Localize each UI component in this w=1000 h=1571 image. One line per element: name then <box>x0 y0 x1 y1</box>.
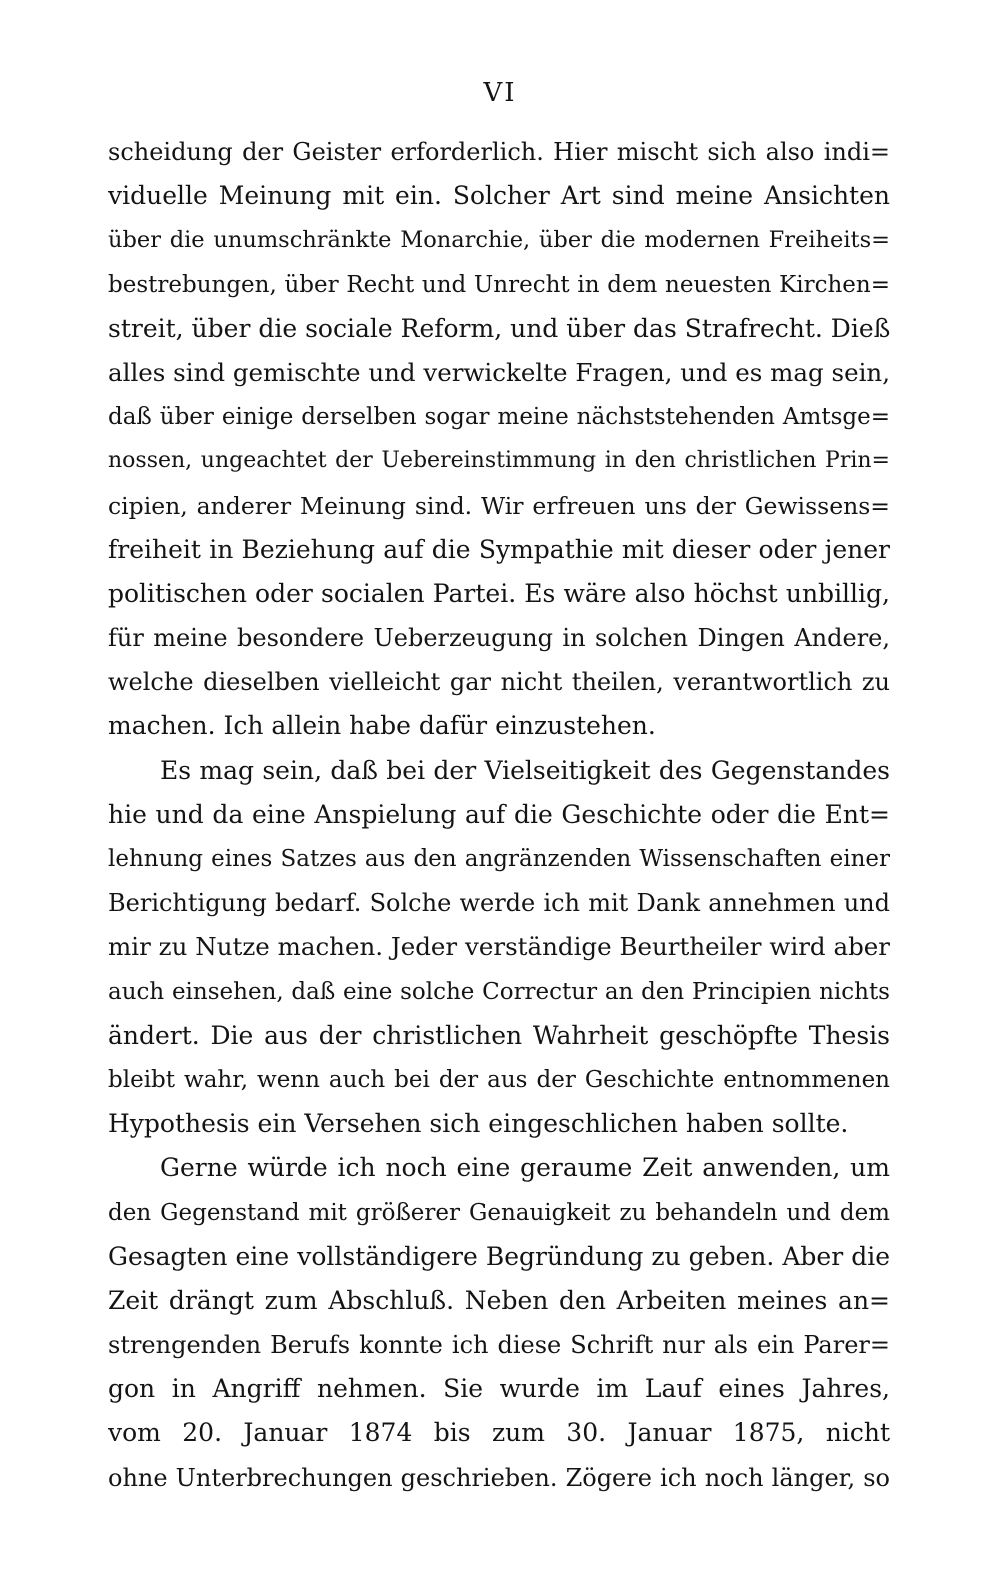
text-line: ändert. Die aus der christlichen Wahrheit geschöpfte Thesis <box>108 1020 890 1050</box>
text-line: lehnung eines Satzes aus den angränzenden Wissenschaften einer <box>108 846 890 872</box>
text-line: machen. Ich allein habe dafür einzustehen. <box>108 711 656 741</box>
text-line: ohne Unterbrechungen geschrieben. Zögere ich noch länger, so <box>108 1463 890 1492</box>
text-line: cipien, anderer Meinung sind. Wir erfreuen uns der Gewissens= <box>108 491 890 520</box>
text-line: scheidung der Geister erforderlich. Hier mischt sich also indi= <box>108 138 890 166</box>
text-line: bestrebungen, über Recht und Unrecht in dem neuesten Kirchen= <box>108 271 890 298</box>
text-line: für meine besondere Ueberzeugung in solchen Dingen Andere, <box>108 624 890 653</box>
text-line: welche dieselben vielleicht gar nicht theilen, verantwortlich zu <box>108 668 890 697</box>
text-line: viduelle Meinung mit ein. Solcher Art sind meine Ansichten <box>108 181 890 211</box>
text-line: mir zu Nutze machen. Jeder verständige Beurtheiler wird aber <box>108 932 890 962</box>
text-line: hie und da eine Anspielung auf die Geschichte oder die Ent= <box>108 799 890 829</box>
text-line: alles sind gemischte und verwickelte Fragen, und es mag sein, <box>108 357 890 387</box>
text-line: Berichtigung bedarf. Solche werde ich mit Dank annehmen und <box>108 889 890 918</box>
text-line: den Gegenstand mit größerer Genauigkeit zu behandeln und dem <box>108 1199 890 1226</box>
text-line: gon in Angriff nehmen. Sie wurde im Lauf eines Jahres, <box>108 1374 890 1404</box>
text-line: freiheit in Beziehung auf die Sympathie mit dieser oder jener <box>108 534 890 564</box>
page-number: VI <box>483 78 517 108</box>
text-line: strengenden Berufs konnte ich diese Schrift nur als ein Parer= <box>108 1331 890 1360</box>
text-line: Hypothesis ein Versehen sich eingeschlichen haben sollte. <box>108 1109 849 1139</box>
text-line: über die unumschränkte Monarchie, über die modernen Freiheits= <box>108 227 890 254</box>
text-line: Zeit drängt zum Abschluß. Neben den Arbeiten meines an= <box>108 1285 890 1315</box>
body-text <box>108 130 890 1500</box>
text-line: Gesagten eine vollständigere Begründung zu geben. Aber die <box>108 1241 890 1271</box>
text-line: vom 20. Januar 1874 bis zum 30. Januar 1875, nicht <box>108 1418 890 1448</box>
text-line: streit, über die sociale Reform, und über das Strafrecht. Dieß <box>108 313 890 343</box>
text-line: bleibt wahr, wenn auch bei der aus der Geschichte entnommenen <box>108 1066 890 1093</box>
text-line: Es mag sein, daß bei der Vielseitigkeit des Gegenstandes <box>160 755 890 785</box>
text-line: politischen oder socialen Partei. Es wäre also höchst unbillig, <box>108 578 890 608</box>
text-line: daß über einige derselben sogar meine nächststehenden Amtsge= <box>108 404 890 431</box>
text-line: auch einsehen, daß eine solche Correctur an den Principien nichts <box>108 978 890 1005</box>
text-line: nossen, ungeachtet der Uebereinstimmung in den christlichen Prin= <box>108 448 890 474</box>
text-line: Gerne würde ich noch eine geraume Zeit anwenden, um <box>160 1153 890 1183</box>
